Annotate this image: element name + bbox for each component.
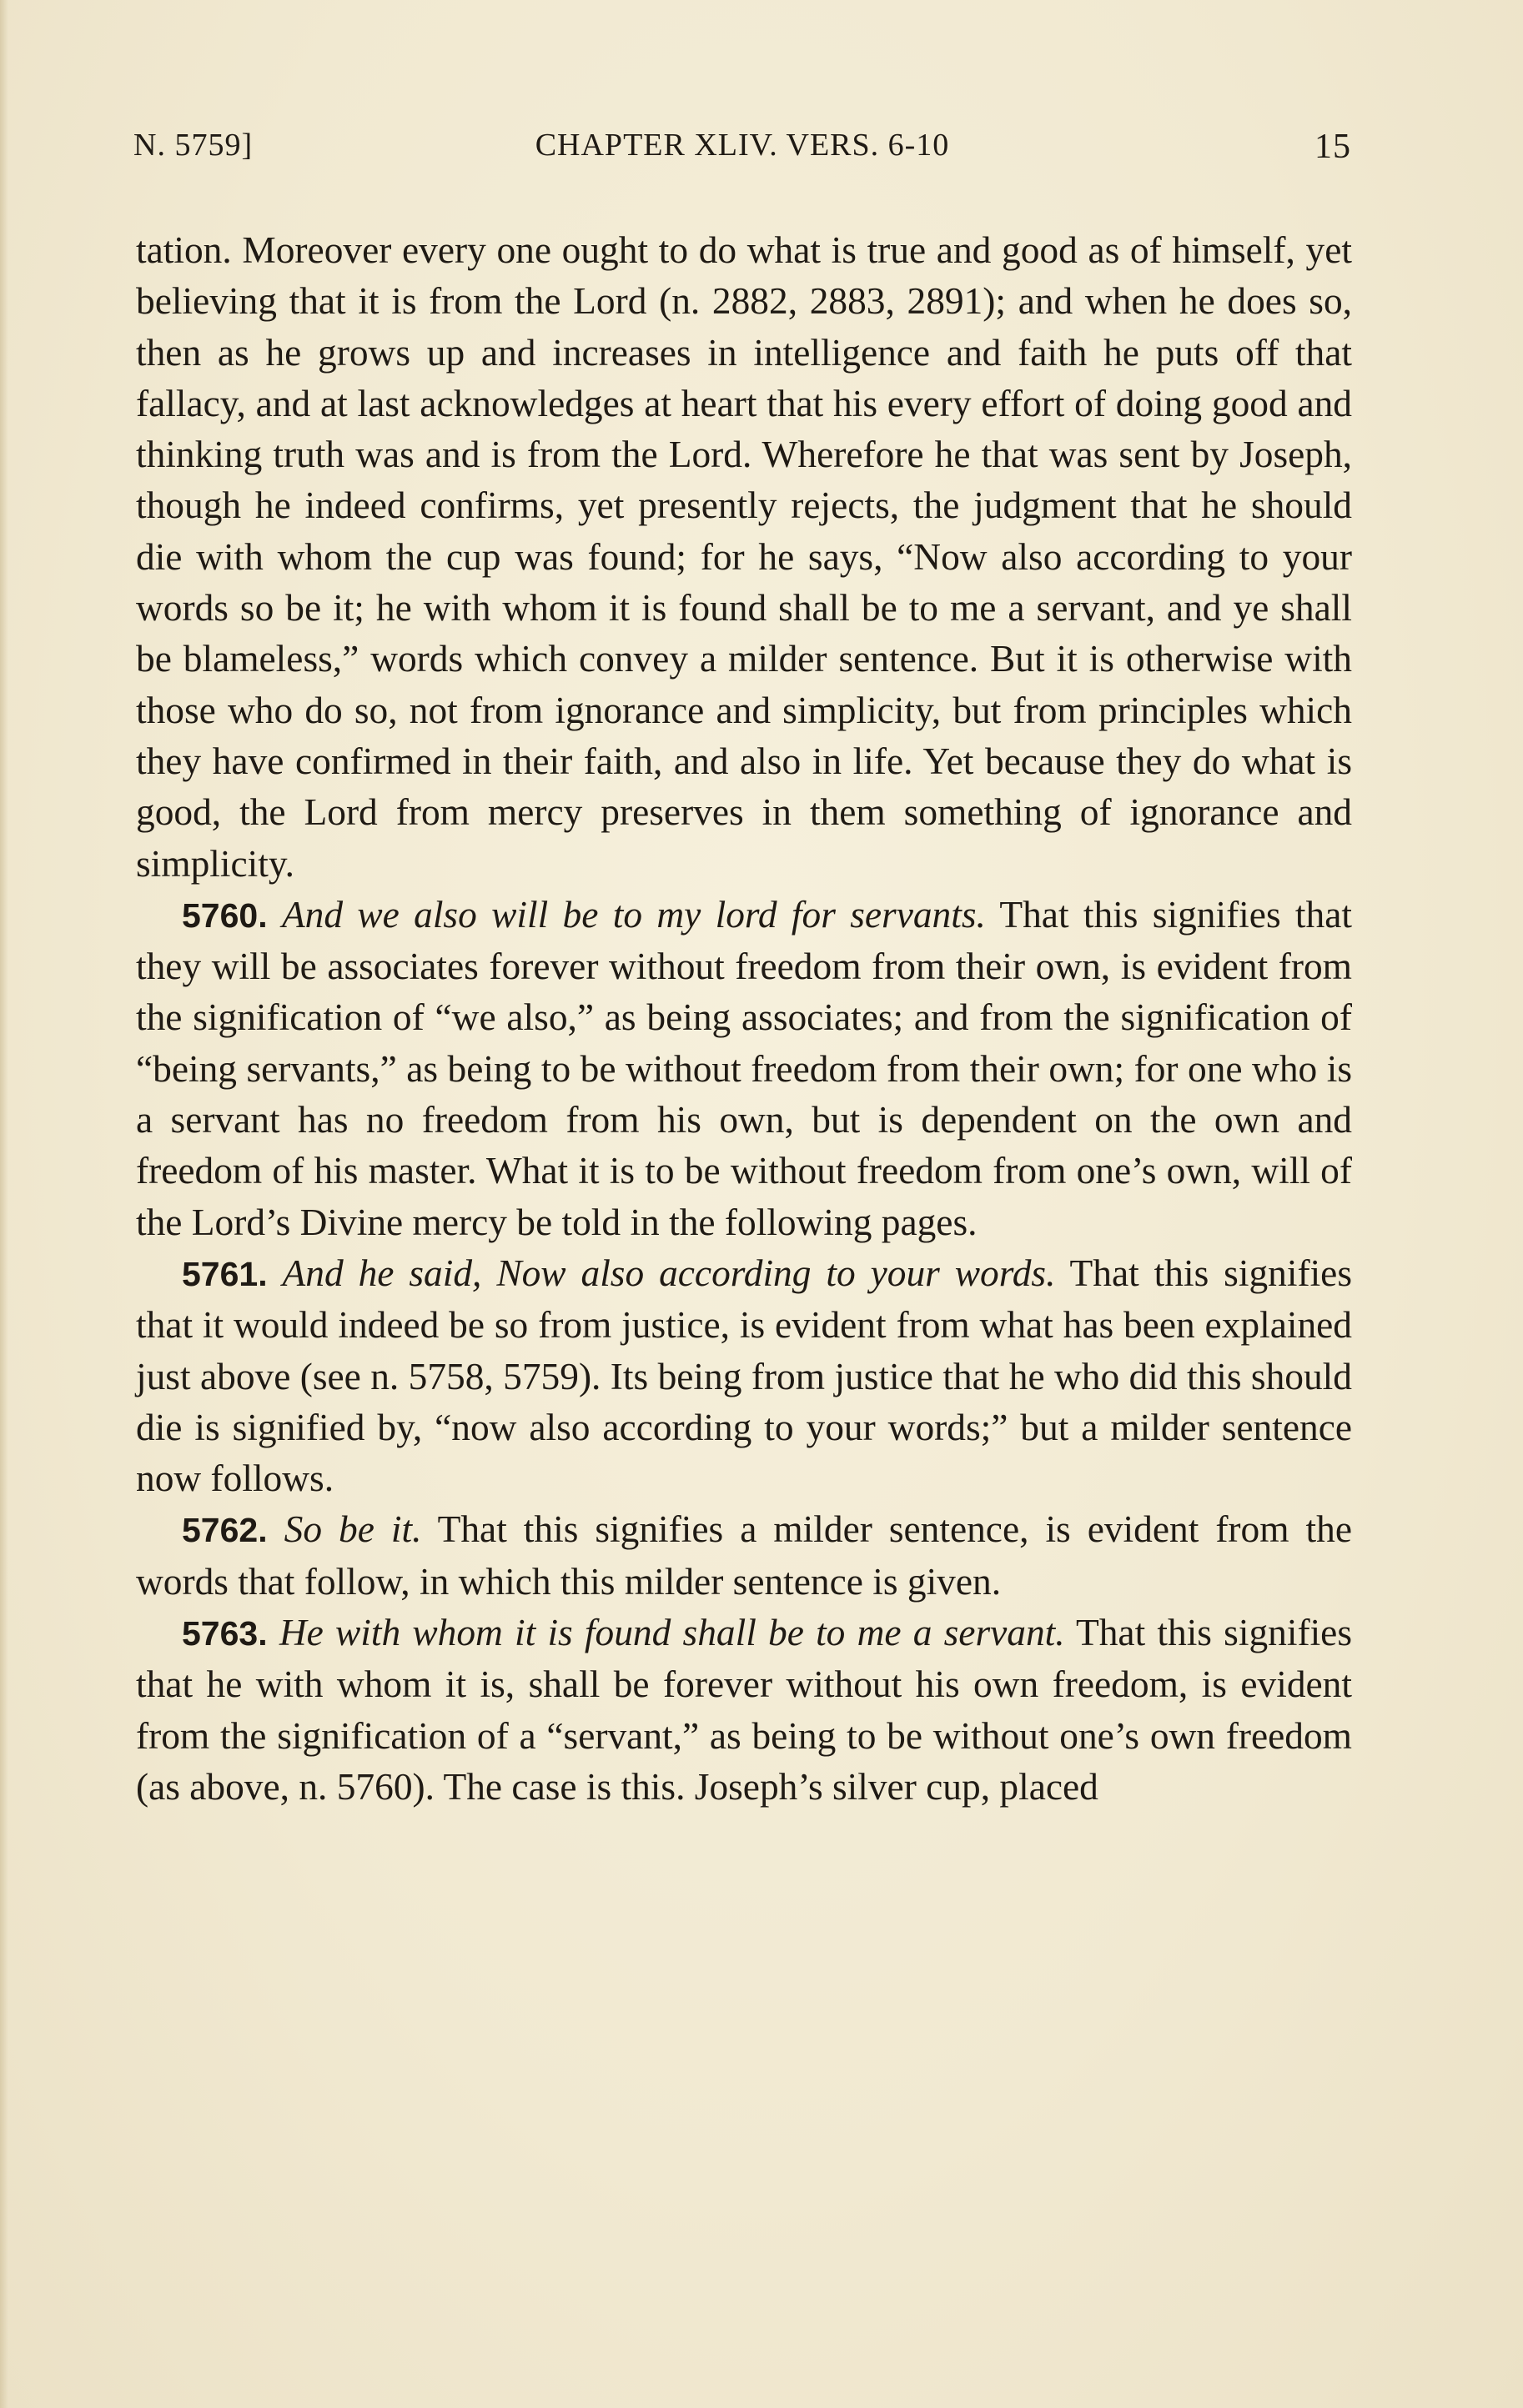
section-reference: N. 5759]: [133, 128, 254, 163]
paragraph-continuation: [136, 225, 1352, 890]
paragraph-5761: [136, 1248, 1352, 1504]
scripture-quote: And we also will be to my lord for servants.: [281, 893, 986, 936]
body-text: [136, 225, 1352, 1813]
paragraph-5760: [136, 890, 1352, 1248]
paragraph-number: 5761.: [182, 1254, 268, 1293]
scripture-quote: So be it.: [284, 1508, 422, 1551]
scripture-quote: He with whom it is found shall be to me a servant.: [279, 1612, 1065, 1654]
paragraph-5762: [136, 1504, 1352, 1608]
scripture-quote: And he said, Now also according to your words.: [282, 1252, 1056, 1294]
paragraph-text: That this signifies a milder sentence, is evident from the words that follow, in which this milder sentence is given.: [136, 1508, 1353, 1603]
paragraph-number: 5762.: [182, 1511, 268, 1550]
paragraph-text: That this signifies that they will be associates forever without freedom from their own, is evident from the signification of “we also,” as being associates; and from the signification of “being servants,” as being to be without freedom from their own; for one who is a servant has no freedom from his own, but is dependent on the own and freedom of his master. What it is to be without freedom from one’s own, will of the Lord’s Divine mercy be told in the following pages.: [136, 893, 1352, 1243]
paragraph-text: That this signifies that it would indeed be so from justice, is evident from what has been explained just above (see n. 5758, 5759). Its being from justice that he who did this should die is signified by, “now also according to your words;” but a milder sentence now follows.: [136, 1252, 1352, 1500]
paragraph-text: tation. Moreover every one ought to do what is true and good as of himself, yet believing that it is from the Lord (n. 2882, 2883, 2891); and when he does so, then as he grows up and increases in intelligence and faith he puts off that fallacy, and at last acknowledges at heart that his every effort of doing good and thinking truth was and is from the Lord. Wherefore he that was sent by Joseph, though he indeed confirms, yet presently rejects, the judgment that he should die with whom the cup was found; for he says, “Now also according to your words so be it; he with whom it is found shall be to me a servant, and ye shall be blameless,” words which convey a milder sentence. But it is otherwise with those who do so, not from ignorance and simplicity, but from principles which they have confirmed in their faith, and also in life. Yet because they do what is good, the Lord from mercy preserves in them something of ignorance and simplicity.: [136, 229, 1352, 885]
page-edge-shadow: [0, 0, 8, 2408]
paragraph-text: That this signifies that he with whom it is, shall be forever without his own freedom, is evident from the signification of a “servant,” as being to be without one’s own freedom (as above, n. 5760). The case is this. Joseph’s silver cup, placed: [136, 1612, 1352, 1808]
paragraph-5763: [136, 1608, 1352, 1813]
paragraph-number: 5760.: [182, 895, 268, 935]
chapter-title: CHAPTER XLIV. VERS. 6-10: [535, 128, 950, 163]
running-head: [133, 127, 1351, 177]
page-number: 15: [1314, 128, 1351, 166]
paragraph-number: 5763.: [182, 1614, 268, 1653]
